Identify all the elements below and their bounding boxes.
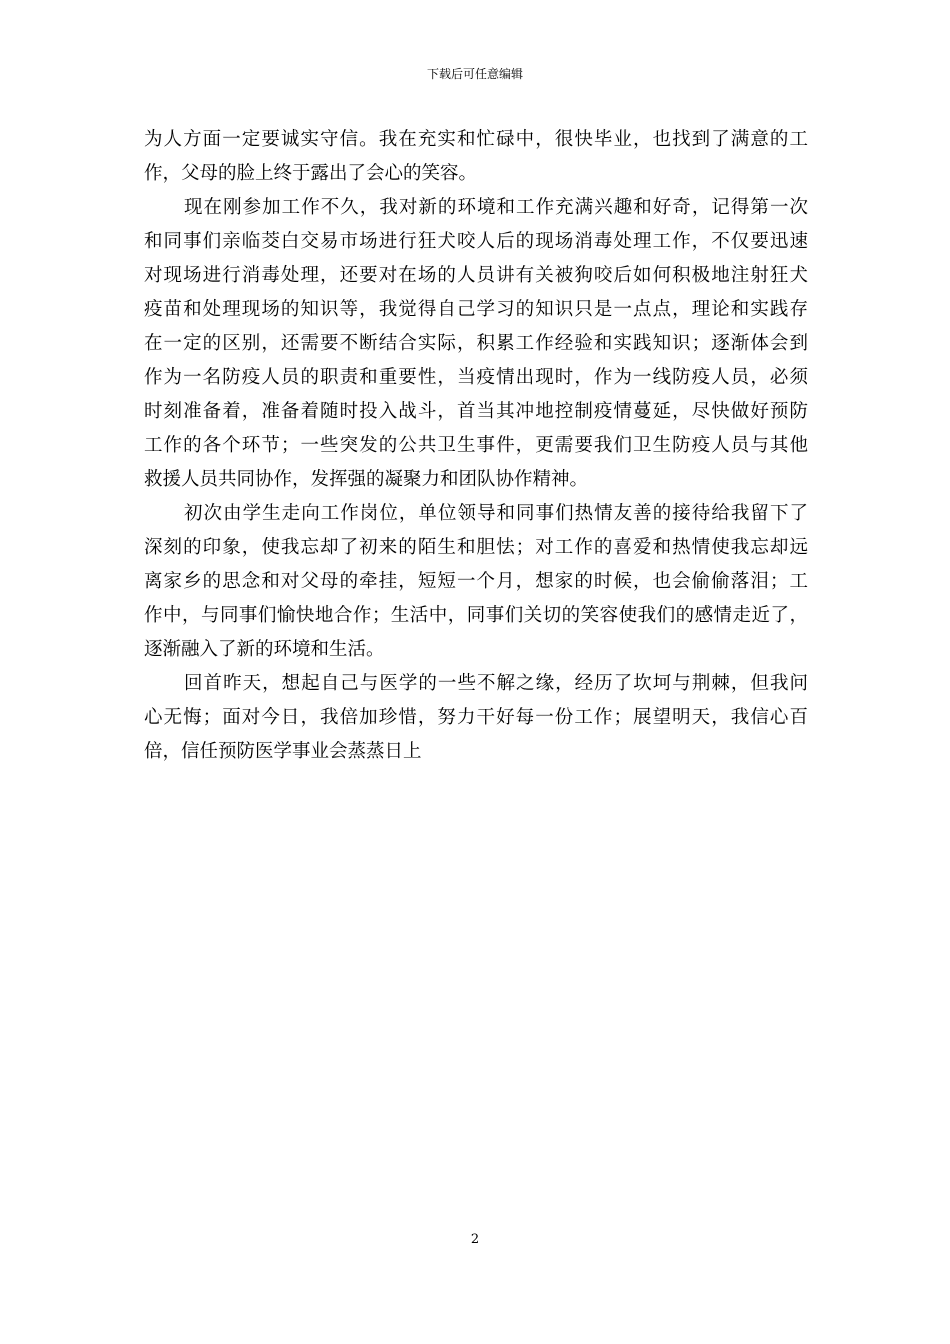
- paragraph-4: [144, 667, 808, 769]
- text-line: 疫苗和处理现场的知识等，我觉得自己学习的知识只是一点点，理论和实践存: [144, 299, 808, 320]
- text-line: 回首昨天，想起自己与医学的一些不解之缘，经历了坎坷与荆棘，但我问: [184, 673, 808, 694]
- page-header: 下载后可任意编辑: [426, 67, 523, 81]
- text-line: 对现场进行消毒处理，还要对在场的人员讲有关被狗咬后如何积极地注射狂犬: [144, 265, 808, 286]
- paragraph-2: [144, 191, 808, 497]
- text-line: 在一定的区别，还需要不断结合实际，积累工作经验和实践知识；逐渐体会到: [144, 333, 808, 354]
- page-number: 2: [470, 1232, 480, 1247]
- text-line: 倍，信任预防医学事业会蒸蒸日上: [144, 741, 422, 762]
- text-line: 作为一名防疫人员的职责和重要性，当疫情出现时，作为一线防疫人员，必须: [144, 367, 808, 388]
- text-line: 作中，与同事们愉快地合作；生活中，同事们关切的笑容使我们的感情走近了，: [144, 605, 808, 626]
- text-line: 工作的各个环节；一些突发的公共卫生事件，更需要我们卫生防疫人员与其他: [144, 435, 808, 456]
- text-line: 初次由学生走向工作岗位，单位领导和同事们热情友善的接待给我留下了: [184, 503, 808, 524]
- text-line: 深刻的印象，使我忘却了初来的陌生和胆怯；对工作的喜爱和热情使我忘却远: [144, 537, 808, 558]
- paragraph-1: [144, 123, 808, 191]
- text-line: 作，父母的脸上终于露出了会心的笑容。: [144, 163, 478, 184]
- document-body: [144, 123, 808, 769]
- text-line: 离家乡的思念和对父母的牵挂，短短一个月，想家的时候，也会偷偷落泪；工: [144, 571, 808, 592]
- text-line: 和同事们亲临茭白交易市场进行狂犬咬人后的现场消毒处理工作，不仅要迅速: [144, 231, 808, 252]
- paragraph-3: [144, 497, 808, 667]
- text-line: 时刻准备着，准备着随时投入战斗，首当其冲地控制疫情蔓延，尽快做好预防: [144, 401, 808, 422]
- text-line: 为人方面一定要诚实守信。我在充实和忙碌中，很快毕业，也找到了满意的工: [144, 129, 808, 150]
- text-line: 救援人员共同协作，发挥强的凝聚力和团队协作精神。: [144, 469, 589, 490]
- text-line: 心无悔；面对今日，我倍加珍惜，努力干好每一份工作；展望明天，我信心百: [144, 707, 808, 728]
- text-line: 现在刚参加工作不久，我对新的环境和工作充满兴趣和好奇，记得第一次: [184, 197, 808, 218]
- text-line: 逐渐融入了新的环境和生活。: [144, 639, 385, 660]
